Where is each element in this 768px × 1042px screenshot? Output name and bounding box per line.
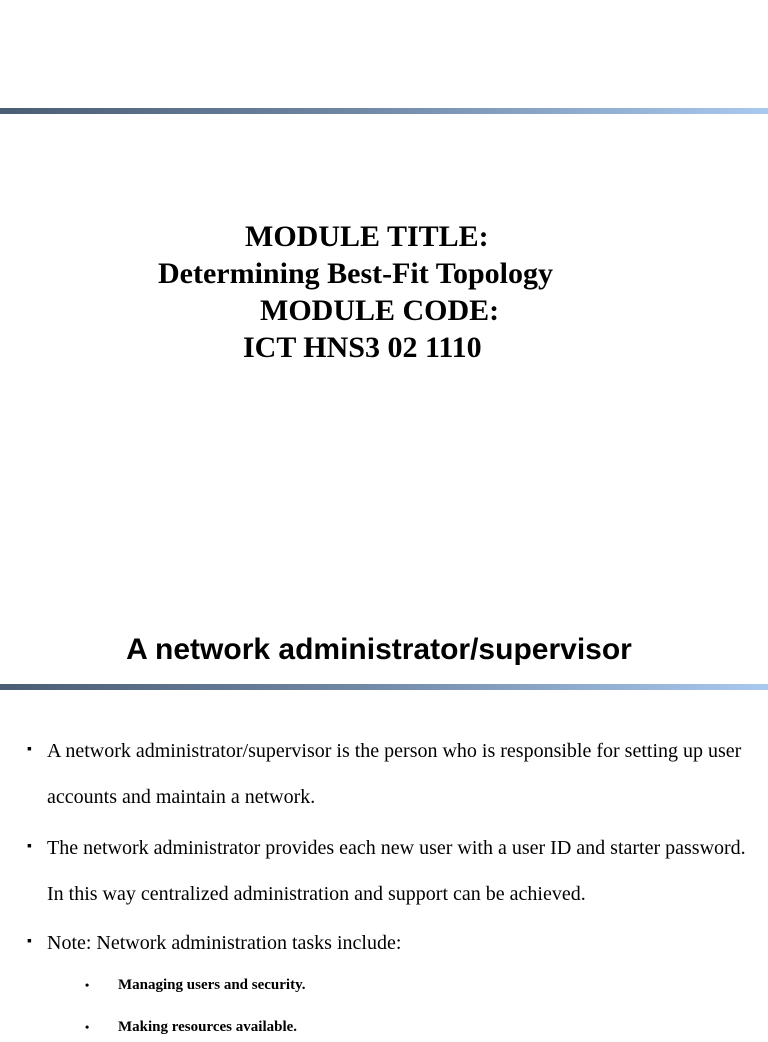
header-divider-rule [0,108,768,114]
square-bullet-icon: ▪ [27,839,32,854]
bullet-text: The network administrator provides each new user with a user ID and starter password. In this way centralized administration and support can be achieved. [47,837,746,905]
bullet-text: Note: Network administration tasks include: [47,932,402,954]
module-code-label: MODULE CODE: [260,294,500,327]
slide-heading: A network administrator/supervisor [126,633,632,666]
sub-bullet-text: Making resources available. [118,1019,298,1035]
square-bullet-icon: ▪ [27,742,32,757]
module-title-value: Determining Best-Fit Topology [158,257,553,290]
module-code-value: ICT HNS3 02 1110 [243,331,482,364]
bullet-text: A network administrator/supervisor is the person who is responsible for setting up user accounts and maintain a network. [47,740,742,808]
sub-bullet-text: Managing users and security. [118,977,306,993]
round-bullet-icon: • [85,978,90,992]
module-title-label: MODULE TITLE: [245,220,489,253]
square-bullet-icon: ▪ [27,934,32,949]
round-bullet-icon: • [85,1020,90,1034]
heading-divider-rule [0,684,768,690]
